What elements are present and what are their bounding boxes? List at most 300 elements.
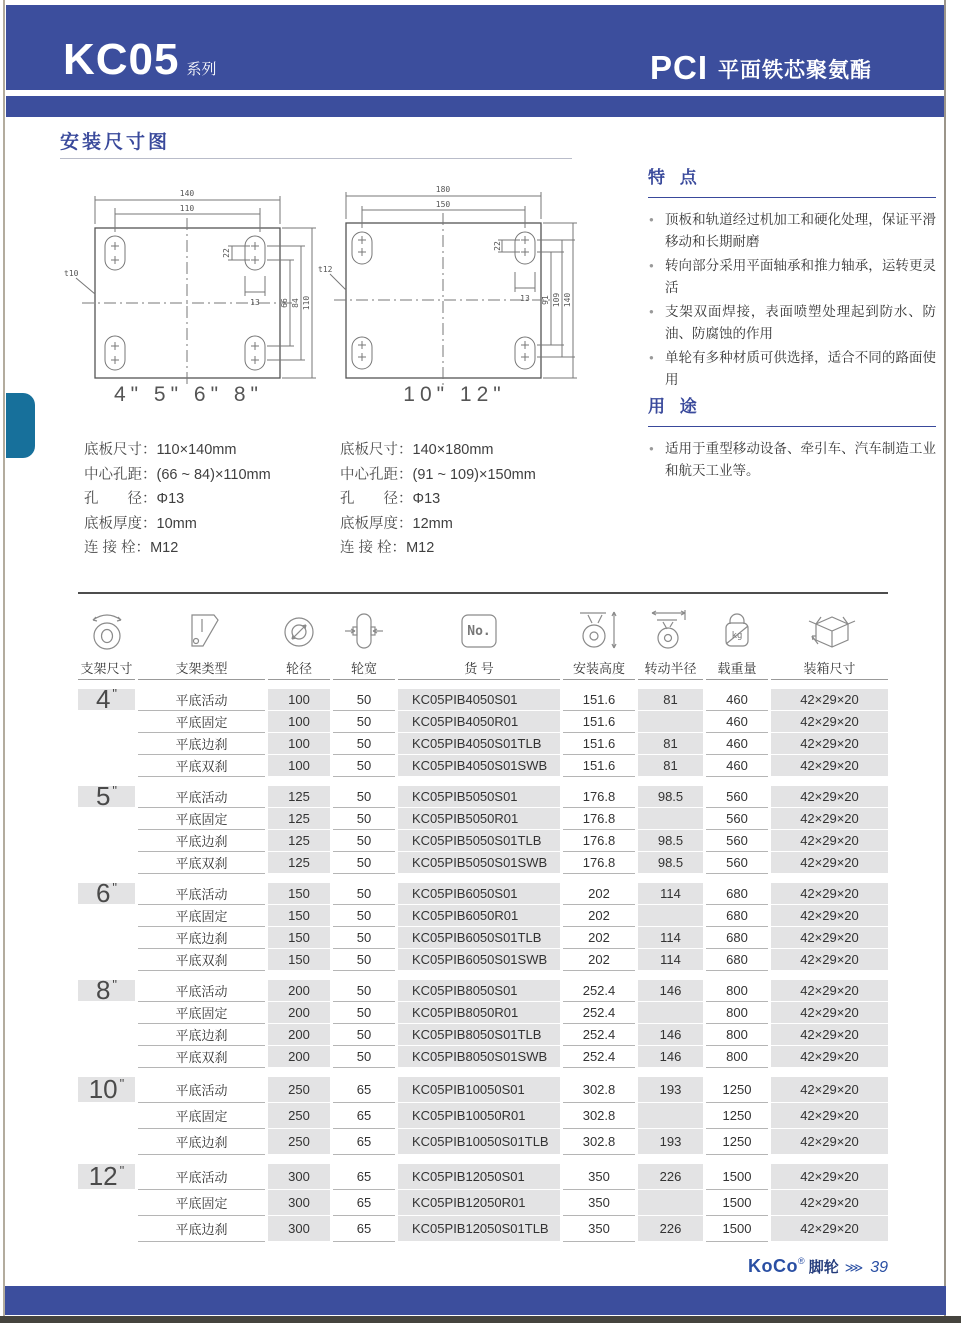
inch-mark: " (112, 977, 118, 992)
cell-width: 50 (333, 852, 395, 874)
product-prefix: PCI (649, 49, 708, 86)
feature-text: 顶板和轨道经过机加工和硬化处理，保证平滑移动和长期耐磨 (665, 212, 936, 249)
cell-height: 302.8 (563, 1103, 635, 1129)
cell-type: 平底边刹 (138, 1024, 265, 1046)
spec-row (84, 536, 271, 561)
cell-load: 800 (706, 980, 768, 1002)
cell-width: 65 (333, 1077, 395, 1103)
cell-carton: 42×29×20 (771, 1024, 888, 1046)
cell-carton: 42×29×20 (771, 1216, 888, 1242)
cell-height: 302.8 (563, 1129, 635, 1155)
cell-carton: 42×29×20 (771, 1103, 888, 1129)
size-cell (78, 975, 135, 1005)
cell-height: 350 (563, 1164, 635, 1190)
section-underline (60, 158, 572, 159)
cell-load: 460 (706, 755, 768, 777)
cell-load: 560 (706, 830, 768, 852)
spec-value: Φ13 (412, 491, 441, 507)
registered-mark-icon: ® (798, 1256, 805, 1266)
table-body (78, 684, 888, 1242)
cell-radius: 114 (638, 927, 703, 949)
spec-row (340, 438, 536, 463)
dim-slot: 22 (493, 241, 502, 251)
cell-diameter: 250 (268, 1129, 330, 1155)
cell-load: 1500 (706, 1216, 768, 1242)
cell-diameter: 100 (268, 711, 330, 733)
product-name: 平面铁芯聚氨酯 (718, 59, 872, 82)
inch-mark: " (119, 1163, 125, 1178)
cell-load: 560 (706, 852, 768, 874)
dim-inner-width: 150 (435, 200, 451, 209)
cell-load: 1500 (706, 1190, 768, 1216)
cell-height: 252.4 (563, 1024, 635, 1046)
size-number: 10 (88, 1074, 118, 1104)
bullet-icon: ● (649, 261, 654, 270)
spec-row (84, 438, 271, 463)
feature-item (648, 209, 936, 252)
cell-diameter: 250 (268, 1077, 330, 1103)
cell-part-no: KC05PIB4050S01 (398, 689, 560, 711)
cell-width: 65 (333, 1103, 395, 1129)
cell-type: 平底边刹 (138, 1129, 265, 1155)
cell-width: 50 (333, 786, 395, 808)
cell-part-no: KC05PIB8050S01SWB (398, 1046, 560, 1068)
cell-height: 176.8 (563, 808, 635, 830)
cell-height: 350 (563, 1216, 635, 1242)
inch-mark: " (112, 880, 118, 895)
cell-part-no: KC05PIB12050S01TLB (398, 1216, 560, 1242)
size-cell (78, 1074, 135, 1104)
cell-carton: 42×29×20 (771, 808, 888, 830)
size-number: 5 (95, 781, 111, 811)
spec-row (340, 487, 536, 512)
feature-item (648, 301, 936, 344)
cell-load: 800 (706, 1024, 768, 1046)
cell-diameter: 200 (268, 980, 330, 1002)
cell-diameter: 125 (268, 808, 330, 830)
cell-diameter: 200 (268, 1002, 330, 1024)
cell-part-no: KC05PIB4050R01 (398, 711, 560, 733)
cell-width: 50 (333, 808, 395, 830)
packing-size-icon (771, 594, 888, 655)
series-name: KC05 (63, 35, 180, 84)
spec-list-small (84, 438, 271, 561)
dim-span-min: 91 (541, 295, 550, 305)
spec-label: 连 接 栓： (84, 540, 151, 556)
cell-radius: 193 (638, 1129, 703, 1155)
cell-diameter: 100 (268, 689, 330, 711)
cell-type: 平底双刹 (138, 755, 265, 777)
bracket-type-icon (138, 594, 265, 655)
cell-part-no: KC05PIB5050R01 (398, 808, 560, 830)
cell-part-no: KC05PIB5050S01 (398, 786, 560, 808)
spec-label: 底板尺寸： (340, 442, 413, 458)
cell-radius: 146 (638, 1046, 703, 1068)
cell-type: 平底边刹 (138, 733, 265, 755)
dim-outer-width: 180 (435, 185, 451, 194)
cell-radius: 81 (638, 689, 703, 711)
cell-load: 800 (706, 1046, 768, 1068)
product-spec-table (78, 592, 888, 1242)
cell-type: 平底活动 (138, 1077, 265, 1103)
cell-carton: 42×29×20 (771, 949, 888, 971)
cell-load: 560 (706, 808, 768, 830)
spec-row (340, 536, 536, 561)
usage-text: 适用于重型移动设备、牵引车、汽车制造工业和航天工业等。 (665, 441, 936, 478)
size-cell (78, 781, 135, 811)
cell-width: 50 (333, 711, 395, 733)
cell-width: 50 (333, 980, 395, 1002)
bullet-icon: ● (649, 353, 654, 362)
section-title: 安装尺寸图 (60, 132, 171, 153)
inch-mark: " (112, 686, 118, 701)
cell-height: 252.4 (563, 1046, 635, 1068)
cell-height: 302.8 (563, 1077, 635, 1103)
cell-type: 平底双刹 (138, 852, 265, 874)
inch-mark: " (112, 783, 118, 798)
cell-carton: 42×29×20 (771, 980, 888, 1002)
cell-carton: 42×29×20 (771, 733, 888, 755)
load-capacity-icon (706, 594, 768, 655)
features-list (648, 209, 936, 390)
cell-part-no: KC05PIB12050R01 (398, 1190, 560, 1216)
footer-bar (5, 1286, 946, 1315)
spec-value: 140×180mm (412, 442, 494, 458)
cell-type: 平底固定 (138, 1103, 265, 1129)
cell-carton: 42×29×20 (771, 1164, 888, 1190)
spec-value: 12mm (412, 515, 453, 532)
dim-thickness: t12 (318, 265, 333, 274)
features-title: 特 点 (648, 163, 936, 198)
dim-slot: 22 (222, 248, 231, 258)
diagram-caption-large: 10" 12" (403, 383, 506, 406)
cell-diameter: 125 (268, 852, 330, 874)
cell-load: 680 (706, 883, 768, 905)
cell-radius: 81 (638, 755, 703, 777)
cell-width: 50 (333, 755, 395, 777)
feature-item (648, 347, 936, 390)
cell-radius: 146 (638, 1024, 703, 1046)
cell-part-no: KC05PIB8050S01 (398, 980, 560, 1002)
cell-radius (638, 1103, 703, 1129)
column-header: 轮径 (268, 655, 330, 680)
cell-width: 50 (333, 1002, 395, 1024)
spec-row (84, 463, 271, 488)
cell-width: 65 (333, 1164, 395, 1190)
cell-height: 176.8 (563, 852, 635, 874)
dim-outer-width: 140 (179, 189, 195, 198)
header-strip (6, 96, 944, 117)
cell-part-no: KC05PIB4050S01TLB (398, 733, 560, 755)
dim-thickness: t10 (64, 269, 79, 278)
cell-height: 252.4 (563, 1002, 635, 1024)
column-header: 货 号 (398, 655, 560, 680)
turning-radius-icon (638, 594, 703, 655)
usage-list (648, 438, 936, 481)
dim-hole: 13 (520, 294, 530, 303)
cell-part-no: KC05PIB10050S01TLB (398, 1129, 560, 1155)
cell-height: 252.4 (563, 980, 635, 1002)
cell-load: 1250 (706, 1103, 768, 1129)
cell-part-no: KC05PIB10050S01 (398, 1077, 560, 1103)
cell-load: 560 (706, 786, 768, 808)
cell-part-no: KC05PIB4050S01SWB (398, 755, 560, 777)
series-label: 系列 (186, 61, 217, 78)
cell-radius: 114 (638, 883, 703, 905)
cell-part-no: KC05PIB6050S01TLB (398, 927, 560, 949)
column-header: 转动半径 (638, 655, 703, 680)
cell-carton: 42×29×20 (771, 689, 888, 711)
cell-load: 680 (706, 949, 768, 971)
cell-width: 65 (333, 1129, 395, 1155)
cell-type: 平底边刹 (138, 830, 265, 852)
cell-carton: 42×29×20 (771, 1129, 888, 1155)
cell-height: 350 (563, 1190, 635, 1216)
cell-part-no: KC05PIB6050S01SWB (398, 949, 560, 971)
cell-carton: 42×29×20 (771, 852, 888, 874)
cell-type: 平底固定 (138, 1002, 265, 1024)
cell-diameter: 200 (268, 1046, 330, 1068)
cell-radius (638, 1190, 703, 1216)
footer-logo (78, 1256, 888, 1277)
spec-value: (91 ~ 109)×150mm (412, 466, 536, 483)
cell-width: 50 (333, 927, 395, 949)
feature-item (648, 255, 936, 298)
arrows-icon: ⋙ (844, 1260, 864, 1275)
product-title (650, 49, 872, 87)
cell-height: 151.6 (563, 689, 635, 711)
cell-carton: 42×29×20 (771, 1077, 888, 1103)
cell-carton: 42×29×20 (771, 927, 888, 949)
cell-diameter: 150 (268, 905, 330, 927)
mounting-plate-diagram-small (60, 178, 325, 413)
cell-radius (638, 1002, 703, 1024)
dim-span-max: 84 (291, 298, 300, 308)
cell-radius: 98.5 (638, 852, 703, 874)
size-number: 4 (95, 684, 111, 714)
cell-height: 202 (563, 927, 635, 949)
spec-row (340, 512, 536, 537)
cell-radius (638, 711, 703, 733)
cell-radius (638, 808, 703, 830)
cell-load: 680 (706, 927, 768, 949)
svg-text:kg: kg (731, 631, 743, 641)
cell-diameter: 150 (268, 927, 330, 949)
cell-type: 平底固定 (138, 711, 265, 733)
size-cell (78, 684, 135, 714)
usage-item (648, 438, 936, 481)
cell-diameter: 150 (268, 883, 330, 905)
cell-width: 65 (333, 1190, 395, 1216)
spec-value: Φ13 (156, 491, 185, 507)
dim-span-min: 66 (280, 298, 289, 308)
dim-hole: 13 (250, 298, 260, 307)
cell-diameter: 300 (268, 1164, 330, 1190)
cell-load: 800 (706, 1002, 768, 1024)
cell-type: 平底固定 (138, 1190, 265, 1216)
cell-load: 460 (706, 689, 768, 711)
svg-text:No.: No. (467, 624, 491, 639)
size-number: 12 (88, 1161, 118, 1191)
cell-carton: 42×29×20 (771, 786, 888, 808)
cell-height: 151.6 (563, 755, 635, 777)
cell-type: 平底固定 (138, 808, 265, 830)
cell-carton: 42×29×20 (771, 711, 888, 733)
cell-part-no: KC05PIB12050S01 (398, 1164, 560, 1190)
cell-diameter: 250 (268, 1103, 330, 1129)
mounting-height-icon (563, 594, 635, 655)
cell-type: 平底活动 (138, 883, 265, 905)
spec-value: 10mm (156, 515, 197, 532)
table-group-10-inch (78, 1074, 888, 1155)
dim-plate-height: 110 (302, 295, 311, 311)
cell-height: 202 (563, 949, 635, 971)
table-group-6-inch (78, 878, 888, 971)
cell-diameter: 300 (268, 1190, 330, 1216)
spec-value: (66 ~ 84)×110mm (156, 466, 271, 483)
cell-width: 50 (333, 1046, 395, 1068)
table-group-12-inch (78, 1161, 888, 1242)
diagram-caption-small: 4" 5" 6" 8" (113, 383, 264, 406)
dim-inner-width: 110 (179, 204, 195, 213)
cell-type: 平底活动 (138, 786, 265, 808)
size-number: 6 (95, 878, 111, 908)
cell-type: 平底活动 (138, 980, 265, 1002)
cell-part-no: KC05PIB6050S01 (398, 883, 560, 905)
cell-diameter: 125 (268, 830, 330, 852)
cell-diameter: 300 (268, 1216, 330, 1242)
feature-text: 转向部分采用平面轴承和推力轴承，运转更灵活 (665, 258, 936, 295)
spec-label: 中心孔距： (340, 466, 413, 483)
cell-diameter: 150 (268, 949, 330, 971)
table-group-8-inch (78, 975, 888, 1068)
cell-load: 460 (706, 711, 768, 733)
cell-radius: 98.5 (638, 830, 703, 852)
cell-part-no: KC05PIB5050S01TLB (398, 830, 560, 852)
catalog-side-tab (6, 393, 35, 458)
cell-width: 50 (333, 1024, 395, 1046)
table-group-5-inch (78, 781, 888, 874)
cell-width: 50 (333, 883, 395, 905)
cell-radius (638, 905, 703, 927)
mounting-plate-diagram-large (316, 178, 581, 413)
page-edge-bottom (0, 1316, 961, 1323)
cell-height: 202 (563, 905, 635, 927)
spec-label: 连 接 栓： (340, 540, 407, 556)
cell-width: 50 (333, 689, 395, 711)
cell-part-no: KC05PIB8050R01 (398, 1002, 560, 1024)
size-cell (78, 1161, 135, 1191)
table-group-4-inch (78, 684, 888, 777)
cell-radius: 226 (638, 1164, 703, 1190)
cell-diameter: 125 (268, 786, 330, 808)
spec-label: 底板厚度： (340, 515, 413, 532)
spec-label: 底板厚度： (84, 515, 157, 532)
column-header: 装箱尺寸 (771, 655, 888, 680)
cell-load: 1250 (706, 1129, 768, 1155)
cell-radius: 114 (638, 949, 703, 971)
cell-diameter: 100 (268, 733, 330, 755)
cell-part-no: KC05PIB10050R01 (398, 1103, 560, 1129)
cell-type: 平底边刹 (138, 1216, 265, 1242)
cell-load: 1250 (706, 1077, 768, 1103)
brand-name: KoCo (748, 1256, 799, 1276)
cell-type: 平底活动 (138, 1164, 265, 1190)
cell-carton: 42×29×20 (771, 1046, 888, 1068)
cell-diameter: 100 (268, 755, 330, 777)
brand-suffix: 脚轮 (808, 1259, 839, 1276)
cell-height: 151.6 (563, 733, 635, 755)
spec-list-large (340, 438, 536, 561)
cell-height: 176.8 (563, 786, 635, 808)
table-header (78, 592, 888, 680)
cell-load: 1500 (706, 1164, 768, 1190)
cell-height: 202 (563, 883, 635, 905)
spec-row (84, 487, 271, 512)
dim-span-max: 109 (552, 292, 561, 308)
bullet-icon: ● (649, 444, 654, 453)
spec-value: M12 (406, 540, 435, 556)
cell-carton: 42×29×20 (771, 905, 888, 927)
cell-width: 65 (333, 1216, 395, 1242)
spec-label: 底板尺寸： (84, 442, 157, 458)
cell-type: 平底双刹 (138, 949, 265, 971)
cell-height: 151.6 (563, 711, 635, 733)
cell-carton: 42×29×20 (771, 883, 888, 905)
header-banner (6, 5, 944, 90)
wheel-width-icon (333, 594, 395, 655)
cell-part-no: KC05PIB5050S01SWB (398, 852, 560, 874)
column-header: 支架尺寸 (78, 655, 135, 680)
cell-type: 平底双刹 (138, 1046, 265, 1068)
cell-part-no: KC05PIB6050R01 (398, 905, 560, 927)
cell-radius: 98.5 (638, 786, 703, 808)
cell-part-no: KC05PIB8050S01TLB (398, 1024, 560, 1046)
cell-type: 平底活动 (138, 689, 265, 711)
cell-radius: 193 (638, 1077, 703, 1103)
column-header: 载重量 (706, 655, 768, 680)
page-edge-left (3, 0, 5, 1323)
column-header: 支架类型 (138, 655, 265, 680)
spec-label: 孔 径： (340, 491, 413, 507)
cell-width: 50 (333, 949, 395, 971)
size-number: 8 (95, 975, 111, 1005)
features-section (648, 163, 936, 393)
wheel-diameter-icon (268, 594, 330, 655)
column-header: 安装高度 (563, 655, 635, 680)
cell-carton: 42×29×20 (771, 830, 888, 852)
usage-title: 用 途 (648, 392, 936, 427)
cell-load: 460 (706, 733, 768, 755)
cell-type: 平底固定 (138, 905, 265, 927)
cell-radius: 146 (638, 980, 703, 1002)
spec-row (84, 512, 271, 537)
series-title (63, 35, 217, 85)
size-cell (78, 878, 135, 908)
bullet-icon: ● (649, 215, 654, 224)
cell-carton: 42×29×20 (771, 1002, 888, 1024)
cell-carton: 42×29×20 (771, 755, 888, 777)
cell-radius: 226 (638, 1216, 703, 1242)
bracket-size-icon (78, 594, 135, 655)
spec-value: M12 (150, 540, 179, 556)
cell-diameter: 200 (268, 1024, 330, 1046)
part-number-icon (398, 594, 560, 655)
bullet-icon: ● (649, 307, 654, 316)
dim-plate-height: 140 (563, 292, 572, 308)
cell-width: 50 (333, 733, 395, 755)
cell-carton: 42×29×20 (771, 1190, 888, 1216)
